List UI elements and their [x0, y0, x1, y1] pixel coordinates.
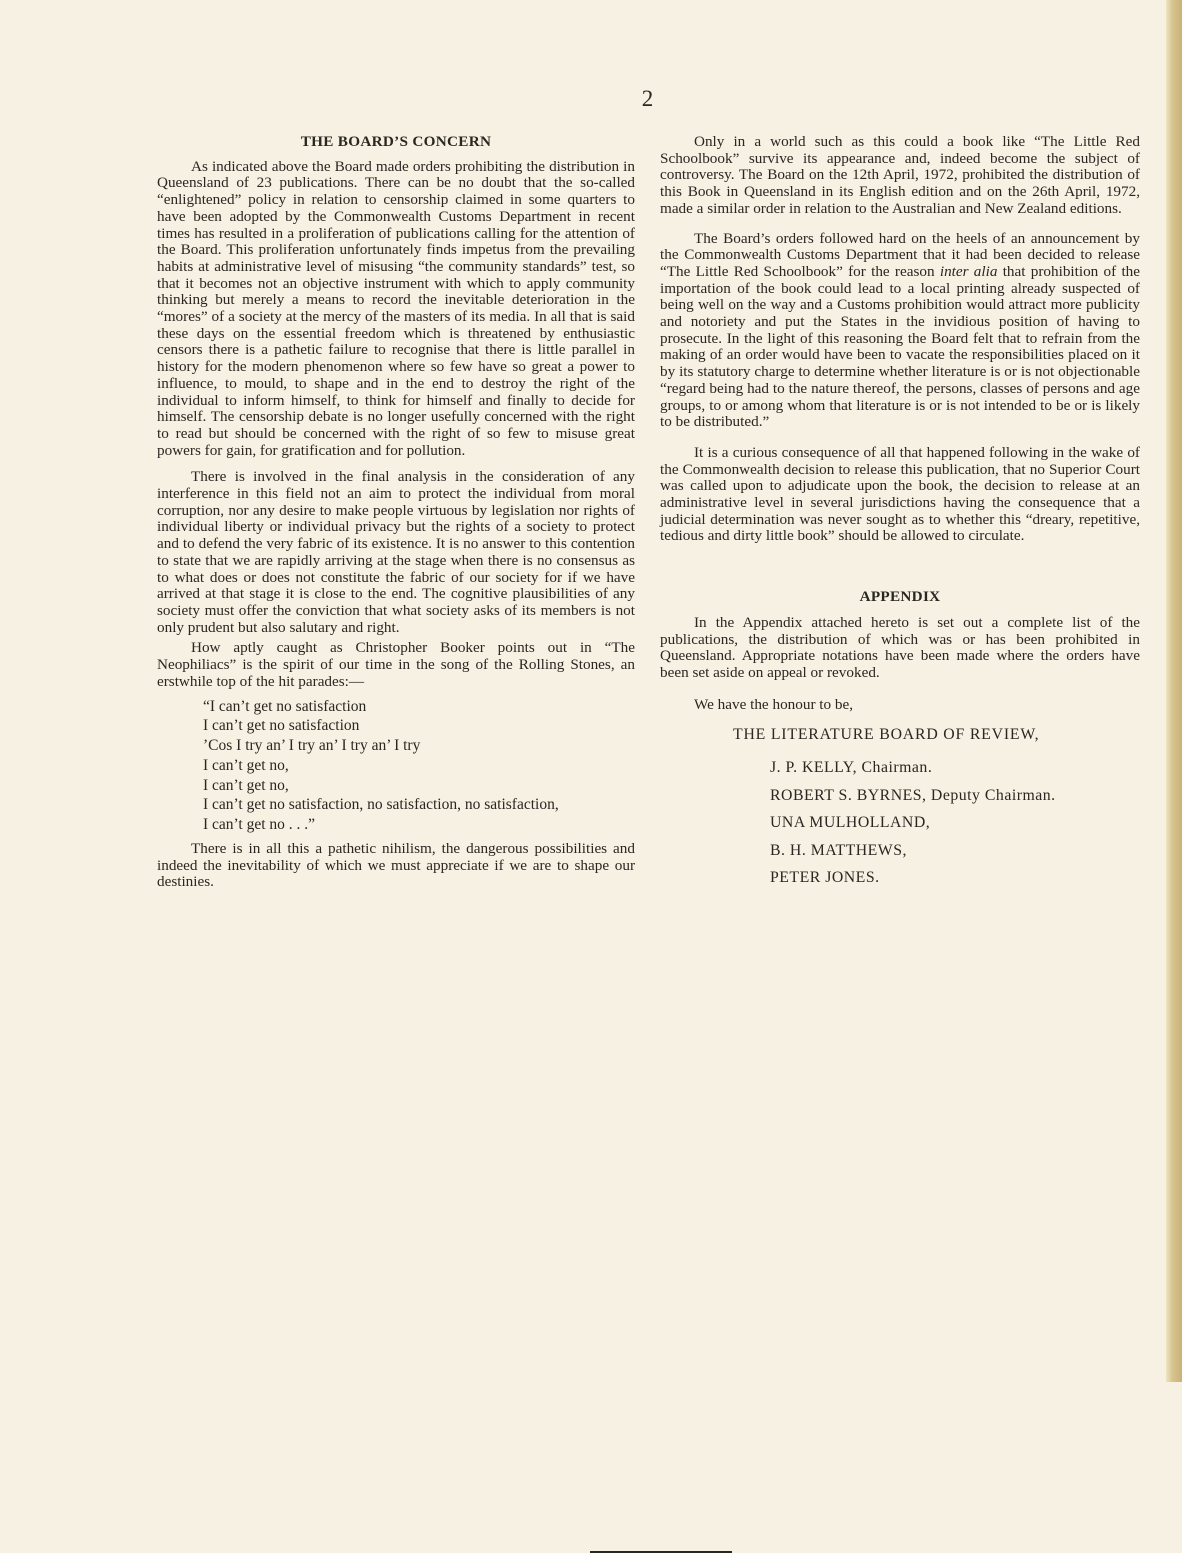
- latin-phrase: inter alia: [939, 262, 998, 280]
- member-name: UNA MULHOLLAND,: [770, 814, 931, 832]
- board-name: THE LITERATURE BOARD OF REVIEW,: [733, 726, 1040, 744]
- paragraph-text: The Board’s orders followed hard on the heels of an announcement by the Commonwealth Customs Department that it had been decided to release “The Little Red Schoolbook” for the reason: [660, 229, 1140, 280]
- section-heading-appendix: APPENDIX: [859, 588, 941, 606]
- member-name: ROBERT S. BYRNES, Deputy Chairman.: [770, 786, 1056, 804]
- song-lyrics-quote: [203, 697, 635, 836]
- closing-salutation: We have the honour to be,: [694, 695, 854, 713]
- signature-block: [660, 727, 1140, 892]
- page-number: 2: [641, 86, 655, 111]
- lyric-line: “I can’t get no satisfaction: [203, 697, 367, 715]
- paragraph: How aptly caught as Christopher Booker points out in “The Neophiliacs” is the spirit of our time in the song of the Rolling Stones, an erstwhile top of the hit parades:—: [157, 639, 635, 690]
- lyric-line: I can’t get no satisfaction, no satisfaction, no satisfaction,: [203, 796, 559, 814]
- section-heading-boards-concern: THE BOARD’S CONCERN: [300, 133, 492, 150]
- member-name: B. H. MATTHEWS,: [770, 841, 907, 859]
- member-list: [770, 754, 1140, 892]
- member-name: PETER JONES.: [770, 869, 880, 887]
- paragraph: As indicated above the Board made orders prohibiting the distribution in Queensland of 23 publications. There can be no doubt that the so-called “enlightened” policy in relation to censorship claimed in some quarters to have been adopted by the Commonwealth Customs Department in recent times has resulted in a proliferation of publications calling for the attention of the Board. This proliferation unfortunately finds impetus from the prevailing habits at administrative level of misusing “the community standards” test, so that it becomes not an objective instrument with which to apply community thinking but merely a means to record the inevitable deterioration in the “mores” of a society at the mercy of the masters of its media. In all that is said these days on the essential freedom which is threatened by enthusiastic censors there is a pathetic failure to recognise that there is little parallel in history for the modern phenomenon where so few have so great a power to influence, to mould, to shape and in the end to destroy the right of the individual to inform himself, to think for himself and finally to decide for himself. The censorship debate is no longer usefully concerned with the right to read but should be concerned with the right of so few to misuse great powers for gain, for gratification and for pollution.: [157, 157, 635, 459]
- member-name: J. P. KELLY, Chairman.: [770, 759, 933, 777]
- lyric-line: I can’t get no,: [203, 776, 289, 794]
- left-column: [157, 134, 635, 891]
- paragraph: It is a curious consequence of all that happened following in the wake of the Commonwealth decision to release this publication, that no Superior Court was called upon to adjudicate upon the book, the decision to release at an administrative level in several jurisdictions having the consequence that a judicial determination was never sought as to whether this “dreary, repetitive, tedious and dirty little book” should be allowed to circulate.: [660, 443, 1140, 545]
- book-spine-edge: [1166, 0, 1182, 1382]
- paragraph: [660, 231, 1140, 431]
- paragraph-text: that prohibition of the importation of the book could lead to a local printing already suspected of being well on the way and a Customs prohibition would attract more publicity and notoriety and put the States in the invidious position of having to prosecute. In the light of this reasoning the Board felt that to refrain from the making of an order would have been to vacate the responsibilities placed on it by its statutory charge to determine whether literature is or is not objectionable “regard being had to the nature thereof, the persons, classes of persons and age groups, to or among whom that literature is or is not intended to be or is likely to be distributed.”: [660, 262, 1141, 431]
- paragraph: There is involved in the final analysis in the consideration of any interference in this field not an aim to protect the individual from moral corruption, nor any desire to make people virtuous by legislation nor rights of individual liberty or individual privacy but the rights of a society to protect and to defend the very fabric of its existence. It is no answer to this contention to state that we are rapidly arriving at the stage when there is no consensus as to what does or does not constitute the fabric of our society for if we have arrived at that stage it is close to the end. The cognitive plausibilities of any society must offer the conviction that what society asks of its members is not only prudent but also salutary and right.: [157, 468, 635, 636]
- lyric-line: I can’t get no satisfaction: [203, 717, 360, 735]
- paragraph: There is in all this a pathetic nihilism, the dangerous possibilities and indeed the inevitability of which we must appreciate if we are to shape our destinies.: [157, 840, 635, 891]
- lyric-line: I can’t get no,: [203, 756, 289, 774]
- lyric-line: I can’t get no . . .”: [203, 816, 316, 834]
- paragraph: In the Appendix attached hereto is set out a complete list of the publications, the distribution of which was or has been prohibited in Queensland. Appropriate notations have been made where the orders have been set aside on appeal or revoked.: [660, 613, 1140, 681]
- right-column: [660, 134, 1140, 892]
- paragraph: Only in a world such as this could a book like “The Little Red Schoolbook” survive its appearance and, indeed become the subject of controversy. The Board on the 12th April, 1972, prohibited the distribution of this Book in Queensland in its English edition and on the 26th April, 1972, made a similar order in relation to the Australian and New Zealand editions.: [660, 133, 1140, 217]
- lyric-line: ’Cos I try an’ I try an’ I try an’ I try: [203, 737, 421, 755]
